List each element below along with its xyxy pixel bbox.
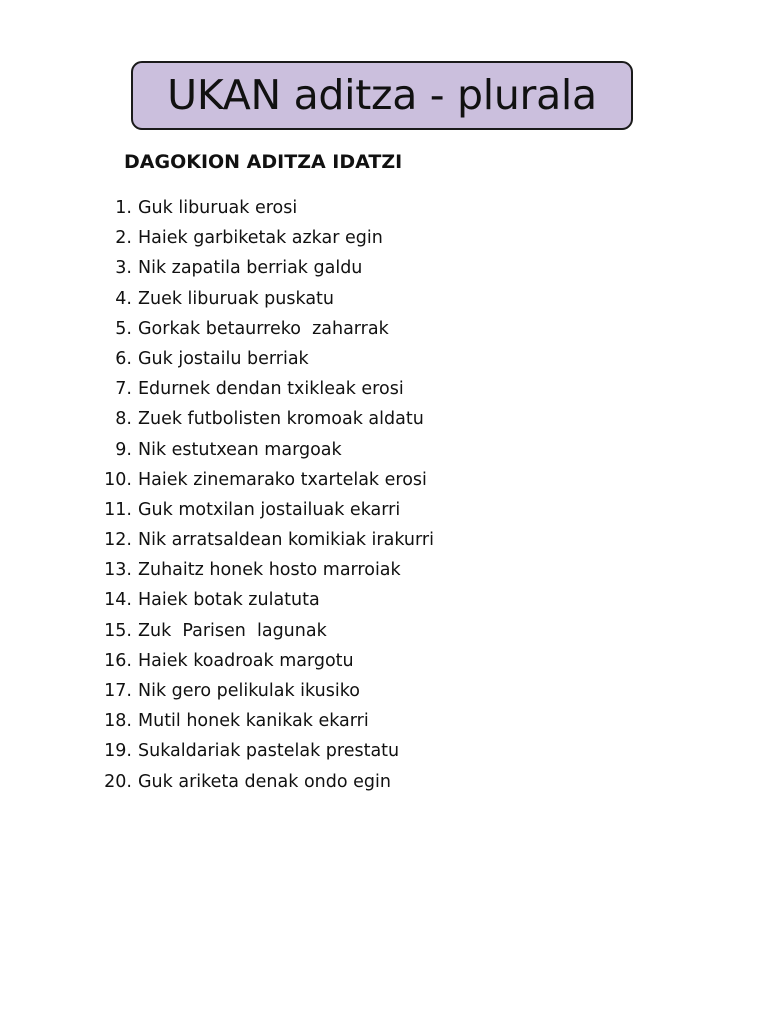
item-text: Mutil honek kanikak ekarri	[138, 711, 369, 732]
item-text: Nik gero pelikulak ikusiko	[138, 681, 360, 701]
list-item	[0, 676, 768, 706]
list-item	[0, 404, 768, 434]
item-number: 10.	[104, 469, 132, 490]
title-box	[131, 61, 633, 130]
item-number: 20.	[104, 771, 132, 792]
item-number: 2.	[115, 228, 132, 249]
item-number: 12.	[104, 530, 132, 551]
item-text: Nik zapatila berriak galdu	[138, 258, 363, 279]
item-text: Guk liburuak erosi	[138, 198, 298, 218]
item-number: 15.	[104, 620, 132, 641]
item-text: Haiek botak zulatuta	[138, 590, 320, 611]
item-number: 13.	[104, 560, 132, 581]
page-title: UKAN aditza - plurala	[167, 71, 597, 119]
list-item	[0, 585, 768, 615]
item-number: 17.	[104, 681, 132, 701]
item-number: 14.	[104, 590, 132, 611]
item-text: Nik estutxean margoak	[138, 439, 342, 460]
list-item	[0, 374, 768, 404]
item-text: Nik arratsaldean komikiak irakurri	[138, 530, 434, 551]
list-item	[0, 344, 768, 374]
list-item	[0, 314, 768, 344]
item-text: Haiek koadroak margotu	[138, 650, 354, 671]
item-text: Haiek zinemarako txartelak erosi	[138, 469, 427, 490]
item-text: Gorkak betaurreko zaharrak	[138, 318, 389, 339]
item-text: Haiek garbiketak azkar egin	[138, 228, 383, 249]
item-number: 8.	[115, 409, 132, 430]
list-item	[0, 284, 768, 314]
list-item	[0, 525, 768, 555]
item-text: Edurnek dendan txikleak erosi	[138, 379, 404, 400]
item-text: Zuhaitz honek hosto marroiak	[138, 560, 401, 581]
item-number: 16.	[104, 650, 132, 671]
item-number: 3.	[115, 258, 132, 279]
list-item	[0, 223, 768, 253]
item-text: Zuk Parisen lagunak	[138, 620, 327, 641]
item-number: 4.	[115, 288, 132, 309]
item-text: Zuek futbolisten kromoak aldatu	[138, 409, 424, 430]
item-text: Zuek liburuak puskatu	[138, 288, 334, 309]
item-number: 1.	[115, 198, 132, 218]
list-item	[0, 193, 768, 223]
instruction-heading: DAGOKION ADITZA IDATZI	[124, 151, 403, 173]
list-item	[0, 495, 768, 525]
list-item	[0, 767, 768, 797]
item-text: Guk motxilan jostailuak ekarri	[138, 499, 401, 520]
list-item	[0, 555, 768, 585]
item-number: 18.	[104, 711, 132, 732]
item-text: Sukaldariak pastelak prestatu	[138, 741, 400, 762]
item-text: Guk ariketa denak ondo egin	[138, 771, 391, 792]
item-number: 19.	[104, 741, 132, 762]
list-item	[0, 706, 768, 736]
item-number: 11.	[104, 499, 132, 520]
item-number: 6.	[115, 348, 132, 369]
item-number: 5.	[115, 318, 132, 339]
list-item	[0, 646, 768, 676]
list-item	[0, 435, 768, 465]
list-item	[0, 465, 768, 495]
exercise-list	[0, 193, 768, 797]
list-item	[0, 736, 768, 766]
item-number: 7.	[115, 379, 132, 400]
item-text: Guk jostailu berriak	[138, 348, 309, 369]
item-number: 9.	[115, 439, 132, 460]
list-item	[0, 253, 768, 283]
list-item	[0, 616, 768, 646]
